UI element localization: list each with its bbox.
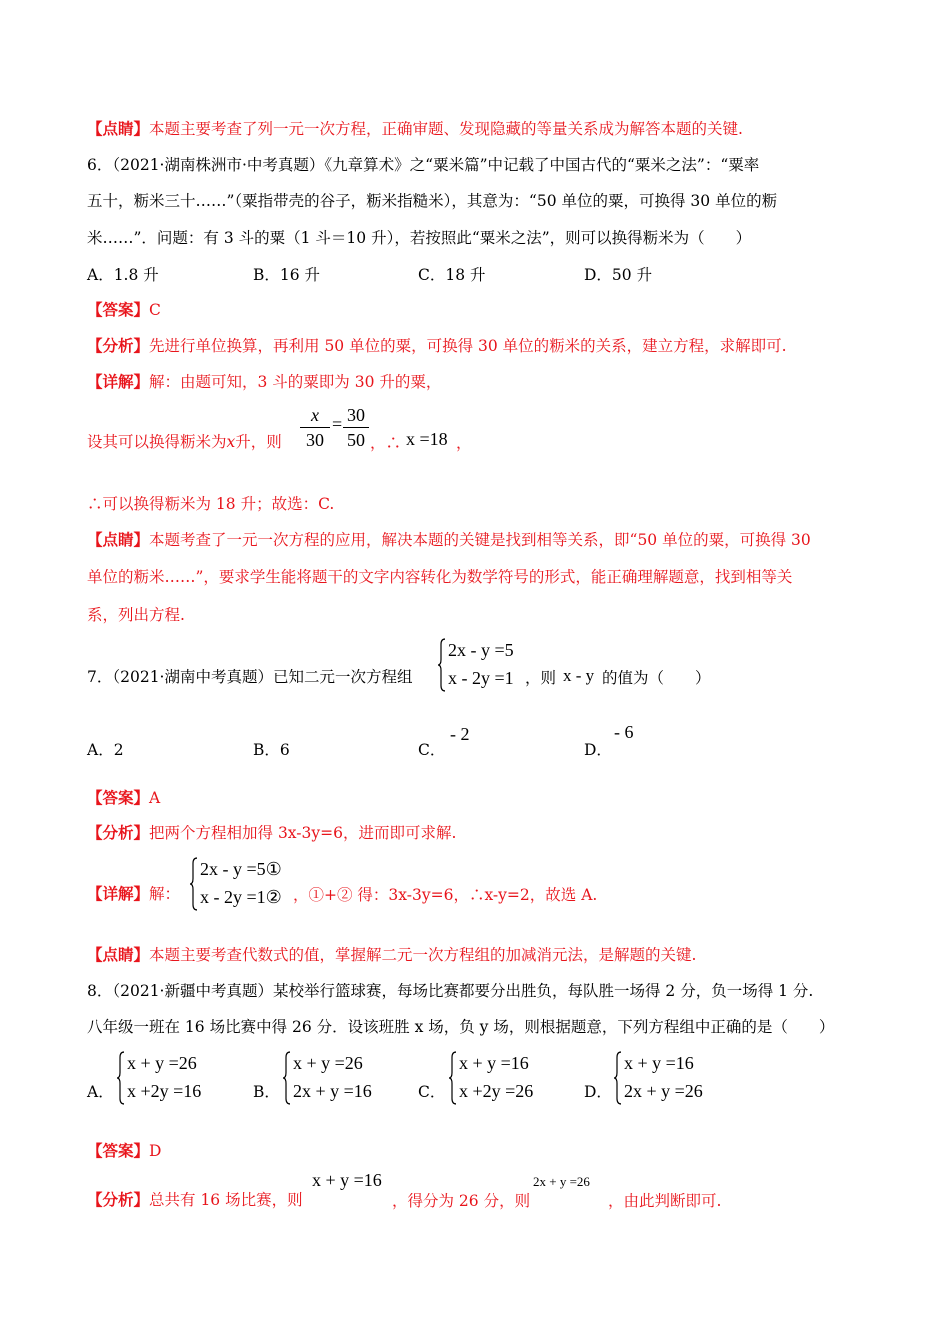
brace-icon <box>438 638 446 692</box>
q6-dianjing-line2: 单位的粝米……”，要求学生能将题干的文字内容转化为数学符号的形式，能正确理解题意，找到相等关 <box>87 568 793 586</box>
q7-option-d-value: - 6 <box>614 722 634 742</box>
q7-option-c-value: - 2 <box>450 724 470 744</box>
q8-fenxi-c: ，由此判断即可. <box>608 1192 722 1210</box>
q6-fenxi: 【分析】先进行单位换算，再利用 50 单位的粟，可换得 30 单位的粝米的关系，建立方程，求解即可. <box>87 336 787 355</box>
q6-fraction-30-over-50: $\frac{30}{50}$ <box>343 403 369 452</box>
q6-stem-line3: 米……”．问题：有 3 斗的粟（1 斗＝10 升），若按照此“粟米之法”，则可以换得粝米为（ ） <box>87 229 752 247</box>
q7-xiangjie-b: ，①+② 得：3x-3y=6，∴x-y=2，故选 A. <box>293 886 598 904</box>
brace-icon <box>190 857 198 911</box>
q6-option-b: B．16 升 <box>253 266 321 284</box>
q6-option-c: C．18 升 <box>418 266 486 284</box>
q7-option-c: C． <box>418 741 446 759</box>
q8-option-b-system: x + y =26 2x + y =16 <box>283 1051 393 1105</box>
q7-dianjing: 【点睛】本题主要考查代数式的值，掌握解二元一次方程组的加减消元法，是解题的关键. <box>87 945 697 964</box>
q8-fenxi: 【分析】总共有 16 场比赛，则 <box>87 1190 303 1209</box>
q6-equals-sign: = <box>332 414 343 434</box>
q8-stem-line1: 8．（2021·新疆中考真题）某校举行篮球赛，每场比赛都要分出胜负，每队胜一场得 2 分，负一场得 1 分. <box>87 982 814 1000</box>
q6-dianjing-line1: 【点睛】本题考查了一元一次方程的应用，解决本题的关键是找到相等关系，即“50 单位的粟，可换得 30 <box>87 530 811 549</box>
q6-xiangjie-line3: ∴可以换得粝米为 18 升；故选：C. <box>87 495 335 513</box>
q6-dianjing-line3: 系，列出方程. <box>87 606 185 624</box>
q6-fraction-x-over-30: $\frac{x}{30}$ <box>300 403 330 452</box>
q6-option-a: A．1.8 升 <box>87 266 159 284</box>
q6-therefore: ，∴ <box>370 434 402 452</box>
q7-solution-system: 2x - y =5① x - 2y =1② <box>190 857 300 911</box>
q8-fenxi-b: ，得分为 26 分，则 <box>392 1192 531 1210</box>
q6-option-d: D．50 升 <box>584 266 653 284</box>
q7-xiangjie: 【详解】解： <box>87 884 181 903</box>
q8-option-a-system: x + y =26 x +2y =16 <box>117 1051 227 1105</box>
q8-stem-line2: 八年级一班在 16 场比赛中得 26 分．设该班胜 x 场，负 y 场，则根据题意，下列方程组中正确的是（ ） <box>87 1018 835 1036</box>
q7-option-b: B．6 <box>253 741 290 759</box>
q6-xiangjie: 【详解】解：由题可知，3 斗的粟即为 30 升的粟， <box>87 372 442 391</box>
brace-icon <box>614 1051 622 1105</box>
q8-option-d-system: x + y =16 2x + y =26 <box>614 1051 724 1105</box>
q7-expr: x - y <box>563 666 595 685</box>
q7-fenxi: 【分析】把两个方程相加得 3x-3y=6，进而即可求解. <box>87 823 457 842</box>
q7-stem-c: 的值为（ ） <box>602 669 711 687</box>
q8-option-a: A． <box>87 1083 114 1101</box>
q7-option-a: A．2 <box>87 741 124 759</box>
q8-option-c: C． <box>418 1083 446 1101</box>
q7-equation-system: 2x - y =5 x - 2y =1 <box>438 638 548 692</box>
q5-dianjing: 【点睛】本题主要考查了列一元一次方程，正确审题、发现隐藏的等量关系成为解答本题的关键. <box>87 119 743 138</box>
q8-option-d: D． <box>584 1083 612 1101</box>
q8-option-b: B． <box>253 1083 280 1101</box>
brace-icon <box>283 1051 291 1105</box>
q6-result-eq: x =18 <box>406 429 448 449</box>
q6-comma: ， <box>456 434 472 452</box>
q8-option-c-system: x + y =16 x +2y =26 <box>449 1051 559 1105</box>
q7-stem-b: ，则 <box>525 669 557 687</box>
brace-icon <box>117 1051 125 1105</box>
brace-icon <box>449 1051 457 1105</box>
q7-option-d: D． <box>584 741 612 759</box>
q8-fenxi-eq1: x + y =16 <box>312 1170 382 1190</box>
q8-answer: 【答案】D <box>87 1141 162 1160</box>
q8-fenxi-eq2: 2x + y =26 <box>533 1174 590 1189</box>
q7-stem-a: 7．（2021·湖南中考真题）已知二元一次方程组 <box>87 668 413 686</box>
q6-answer: 【答案】C <box>87 300 161 319</box>
q7-answer: 【答案】A <box>87 788 161 807</box>
q6-xiangjie-line2: 设其可以换得粝米为x升，则 <box>87 433 282 451</box>
q6-stem-line2: 五十，粝米三十……”（粟指带壳的谷子，粝米指糙米），其意为：“50 单位的粟，可换得 30 单位的粝 <box>87 192 778 210</box>
q6-stem-line1: 6．（2021·湖南株洲市·中考真题）《九章算术》之“粟米篇”中记载了中国古代的“粟米之法”：“粟率 <box>87 156 760 174</box>
